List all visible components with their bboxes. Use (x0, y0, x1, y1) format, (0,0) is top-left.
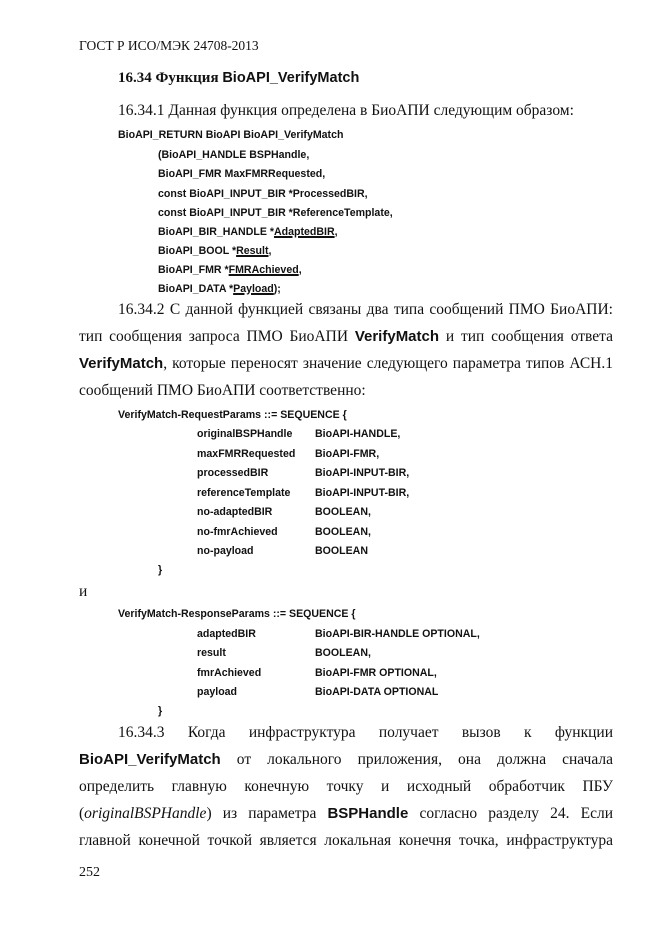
section-number-title: 16.34 Функция (118, 70, 223, 86)
request-field-name: no-fmrAchieved (197, 525, 278, 538)
request-field-type: BOOLEAN, (315, 506, 371, 518)
para-text: и тип сообщения ответа (439, 328, 613, 345)
request-field-type: BOOLEAN (315, 545, 368, 557)
response-field-type: BioAPI-DATA OPTIONAL (315, 685, 439, 698)
request-field-name: processedBIR (197, 467, 269, 479)
request-field-type: BioAPI-HANDLE, (315, 428, 401, 440)
request-params-close: } (158, 564, 163, 576)
paragraph-16-34-3-line: определить главную конечную точку и исходный обработчик ПБУ (79, 778, 613, 795)
signature-text: ); (273, 283, 281, 295)
para-text: согласно разделу 24. Если (408, 805, 613, 822)
response-field-type: BioAPI-FMR OPTIONAL, (315, 666, 437, 679)
paragraph-16-34-3-line (79, 751, 613, 769)
request-field-name: originalBSPHandle (197, 428, 293, 440)
signature-line (158, 226, 338, 238)
paragraph-16-34-2-line (79, 328, 613, 346)
request-params-header: VerifyMatch-RequestParams ::= SEQUENCE { (118, 409, 347, 421)
response-field-name: result (197, 647, 226, 660)
paragraph-16-34-3-line: 16.34.3 Когда инфраструктура получает вызов к функции (118, 724, 613, 741)
param-ref-italic: originalBSPHandle (84, 805, 207, 822)
request-field-name: maxFMRRequested (197, 447, 296, 460)
paragraph-16-34-2-line (79, 355, 613, 373)
paragraph-16-34-1: 16.34.1 Данная функция определена в БиоАПИ следующим образом: (118, 102, 574, 119)
response-field-name: adaptedBIR (197, 628, 256, 640)
signature-line (158, 264, 302, 276)
signature-text: BioAPI_BOOL * (158, 245, 237, 257)
paragraph-16-34-3-line (79, 805, 613, 823)
para-text: ) из параметра (206, 805, 328, 822)
signature-text: , (268, 245, 272, 257)
response-params-close: } (158, 705, 163, 717)
function-name-ref: BioAPI_VerifyMatch (79, 751, 221, 768)
signature-line: (BioAPI_HANDLE BSPHandle, (158, 149, 310, 161)
paragraph-16-34-3-line: главной конечной точкой является локальная конечня точка, инфраструктура (79, 832, 613, 849)
response-field-name: fmrAchieved (197, 666, 262, 679)
document-header: ГОСТ Р ИСО/МЭК 24708-2013 (79, 38, 259, 53)
message-type-name: VerifyMatch (354, 328, 440, 345)
signature-param: AdaptedBIR (273, 226, 335, 238)
signature-line (158, 283, 281, 295)
conjunction-and: и (79, 583, 88, 600)
request-field-name: no-payload (197, 545, 254, 557)
request-field-name: no-adaptedBIR (197, 506, 273, 518)
response-field-type: BioAPI-BIR-HANDLE OPTIONAL, (315, 628, 480, 640)
request-field-name: referenceTemplate (197, 486, 291, 499)
signature-line: const BioAPI_INPUT_BIR *ReferenceTemplate, (158, 207, 393, 219)
paragraph-16-34-2-line: сообщений ПМО БиоАПИ соответственно: (79, 382, 366, 399)
signature-text: BioAPI_FMR * (158, 264, 229, 276)
para-text: от локального приложения, она должна сначала (220, 751, 613, 768)
section-function-name: BioAPI_VerifyMatch (222, 70, 360, 86)
response-field-name: payload (197, 685, 238, 698)
signature-text: , (334, 226, 338, 238)
signature-line (158, 245, 271, 257)
request-field-type: BioAPI-INPUT-BIR, (315, 486, 410, 499)
signature-param: FMRAchieved (228, 264, 299, 276)
para-text: , которые переносят значение следующего параметра типов АСН.1 (163, 355, 613, 372)
page-number: 252 (79, 865, 100, 880)
param-ref-bold: BSPHandle (327, 805, 409, 822)
signature-text: BioAPI_BIR_HANDLE * (158, 226, 274, 238)
signature-param: Payload (233, 283, 274, 295)
paragraph-16-34-2-line: 16.34.2 С данной функцией связаны два типа сообщений ПМО БиоАПИ: (118, 301, 613, 318)
response-params-header: VerifyMatch-ResponseParams ::= SEQUENCE { (118, 608, 356, 620)
message-type-name: VerifyMatch (79, 355, 164, 372)
signature-line: const BioAPI_INPUT_BIR *ProcessedBIR, (158, 188, 368, 200)
signature-param: Result (236, 245, 269, 257)
signature-text: , (298, 264, 302, 276)
response-field-type: BOOLEAN, (315, 647, 371, 660)
request-field-type: BioAPI-FMR, (315, 447, 380, 460)
para-text: ( (79, 805, 85, 822)
section-title (118, 70, 359, 87)
signature-text: BioAPI_DATA * (158, 283, 234, 295)
signature-line: BioAPI_FMR MaxFMRRequested, (158, 168, 326, 180)
request-field-type: BOOLEAN, (315, 525, 371, 538)
para-text: тип сообщения запроса ПМО БиоАПИ (79, 328, 355, 345)
request-field-type: BioAPI-INPUT-BIR, (315, 467, 410, 479)
signature-line: BioAPI_RETURN BioAPI BioAPI_VerifyMatch (118, 129, 344, 141)
